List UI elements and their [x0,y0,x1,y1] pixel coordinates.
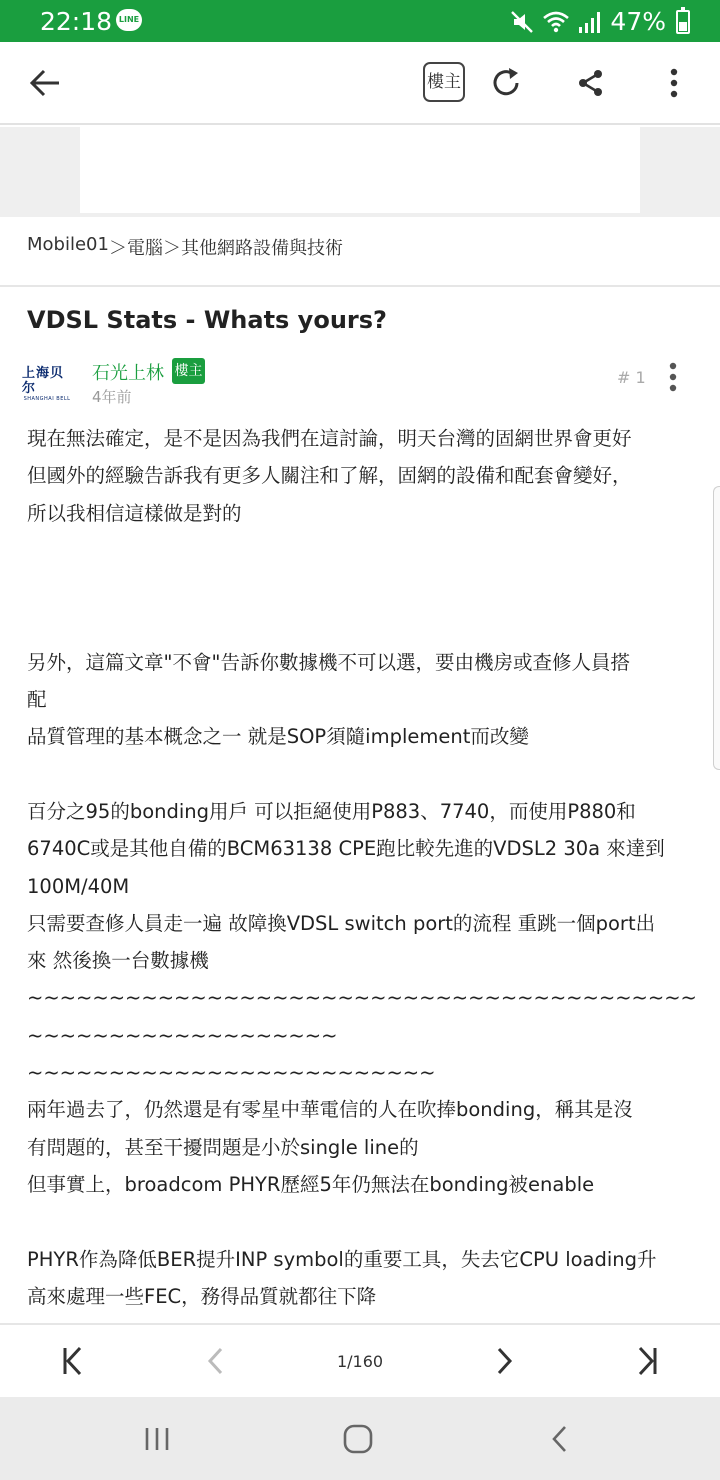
last-page-icon [636,1345,660,1377]
avatar[interactable] [22,365,72,402]
more-vertical-icon [668,362,678,392]
post-title: VDSL Stats - Whats yours? [27,306,387,334]
pagination-bar [0,1323,720,1397]
chevron-right-icon [494,1346,514,1376]
chevron-left-icon [206,1346,226,1376]
mute-icon [508,9,536,35]
status-time: 22:18 [40,7,113,36]
breadcrumb-item-mobile01[interactable]: Mobile01 [27,234,109,255]
back-button[interactable] [20,60,70,106]
floor-number: # 1 [617,368,646,387]
last-page-button[interactable] [626,1341,670,1381]
op-badge: 樓主 [172,358,205,384]
recents-button[interactable] [132,1417,182,1461]
share-icon [576,68,606,98]
first-page-icon [60,1345,84,1377]
breadcrumb [27,234,343,260]
breadcrumb-item-network[interactable]: 其他網路設備與技術 [180,238,343,259]
scrollbar[interactable] [713,486,720,770]
status-bar [0,0,720,42]
line-app-icon: LINE [116,9,142,31]
refresh-icon [490,66,524,100]
more-vertical-icon [669,68,679,98]
ad-banner-area [0,127,720,217]
post-content [27,420,697,1322]
system-back-button[interactable] [535,1417,585,1461]
breadcrumb-separator: ＞ [162,238,181,259]
post-more-button[interactable] [661,360,685,394]
author-name[interactable]: 石光上林 [92,363,164,384]
top-toolbar [0,42,720,125]
status-icons [508,7,690,36]
battery-percent: 47% [610,7,666,36]
avatar-logo-subtext: SHANGHAI BELL [23,395,71,402]
ad-banner[interactable] [80,127,640,213]
home-button[interactable] [333,1417,383,1461]
battery-icon [676,10,690,34]
share-button[interactable] [568,60,614,106]
next-page-button[interactable] [482,1341,526,1381]
refresh-button[interactable] [484,60,530,106]
breadcrumb-separator: ＞ [108,238,127,259]
post-time: 4年前 [92,388,132,406]
system-nav-bar [0,1397,720,1480]
more-options-button[interactable] [654,60,694,106]
post-body-text: 現在無法確定，是不是因為我們在這討論，明天台灣的固網世界會更好 但國外的經驗告訴我有更多人關注和了解，固網的設備和配套會變好， 所以我相信這樣做是對的 另外，這篇文章"不會"告訴你數據機不可以選，要由機房或查修人員搭 配 品質管理的基本概念之一 就是SOP須隨implement而改變 百分之95的bonding用戶 可以拒絕使用P883、7740，而使用P880和 6740C或是其他自備的BCM63138 CPE跑比較先進的VDSL2 30a 來達到 100M/40M 只需要查修人員走一遍 故障換VDSL switch port的流程 重跳一個port出 來 然後換一台數據機 ~~~~~~~~~~~~~~~~~~~~~~~~~~~~~~~~~~~~~~~~~~~~~~~~~~~~~~~~~~~~ ~~~~~~~~~~~~~~~~~~~~~~~~~ 兩年過去了，仍然還是有零星中華電信的人在吹捧bonding，稱其是沒 有問題的，甚至干擾問題是小於single line的 但事實上，broadcom PHYR歷經5年仍無法在bonding被enable PHYR作為降低BER提升INP symbol的重要工具，失去它CPU loading升 高來處理一些FEC，務得品質就都往下降 [27,427,697,1308]
avatar-logo-text: 上海贝尔 [22,365,65,396]
op-only-filter-button[interactable]: 樓主 [423,62,465,102]
divider [0,285,720,287]
home-icon [342,1423,374,1455]
prev-page-button[interactable] [194,1341,238,1381]
arrow-left-icon [28,68,62,98]
wifi-icon [542,9,570,35]
page-indicator[interactable]: 1/160 [336,1352,384,1371]
chevron-left-icon [550,1424,570,1454]
signal-icon [576,9,604,35]
breadcrumb-item-computer[interactable]: 電腦 [126,238,163,259]
recents-icon [142,1426,172,1452]
first-page-button[interactable] [50,1341,94,1381]
